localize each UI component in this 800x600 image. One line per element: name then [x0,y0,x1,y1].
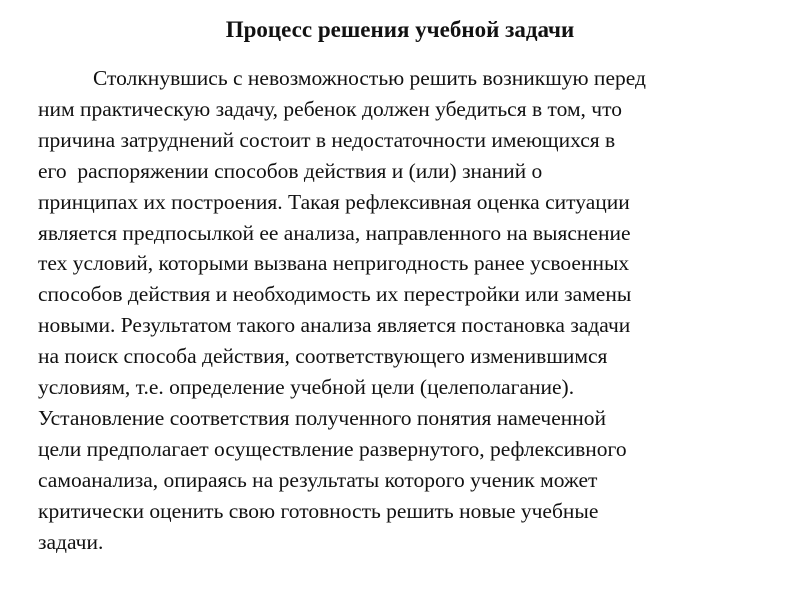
paragraph-line: условиям, т.е. определение учебной цели (целеполагание). [38,375,575,400]
slide-title: Процесс решения учебной задачи [225,17,575,42]
paragraph-line: Установление соответствия полученного понятия намеченной [38,405,607,430]
slide-body-paragraph [38,63,798,558]
paragraph-line: новыми. Результатом такого анализа является постановка задачи [38,313,631,338]
paragraph-line: причина затруднений состоит в недостаточности имеющихся в [38,127,616,152]
paragraph-line: критически оценить свою готовность решить новые учебные [38,498,599,523]
paragraph-line: цели предполагает осуществление развернутого, рефлексивного [38,436,627,461]
paragraph-line: его распоряжении способов действия и (или) знаний о [38,158,543,183]
paragraph-line: Столкнувшись с невозможностью решить возникшую перед [93,66,646,90]
paragraph-line: является предпосылкой ее анализа, направленного на выяснение [38,220,631,245]
paragraph-line: принципах их построения. Такая рефлексивная оценка ситуации [38,189,630,214]
paragraph-line: самоанализа, опираясь на результаты которого ученик может [38,467,598,492]
paragraph-line: на поиск способа действия, соответствующего изменившимся [38,344,608,369]
paragraph-line: способов действия и необходимость их перестройки или замены [38,282,632,307]
paragraph-line: тех условий, которыми вызвана непригодность ранее усвоенных [38,251,630,276]
paragraph-line: задачи. [38,529,104,554]
paragraph-line: ним практическую задачу, ребенок должен убедиться в том, что [38,96,622,121]
